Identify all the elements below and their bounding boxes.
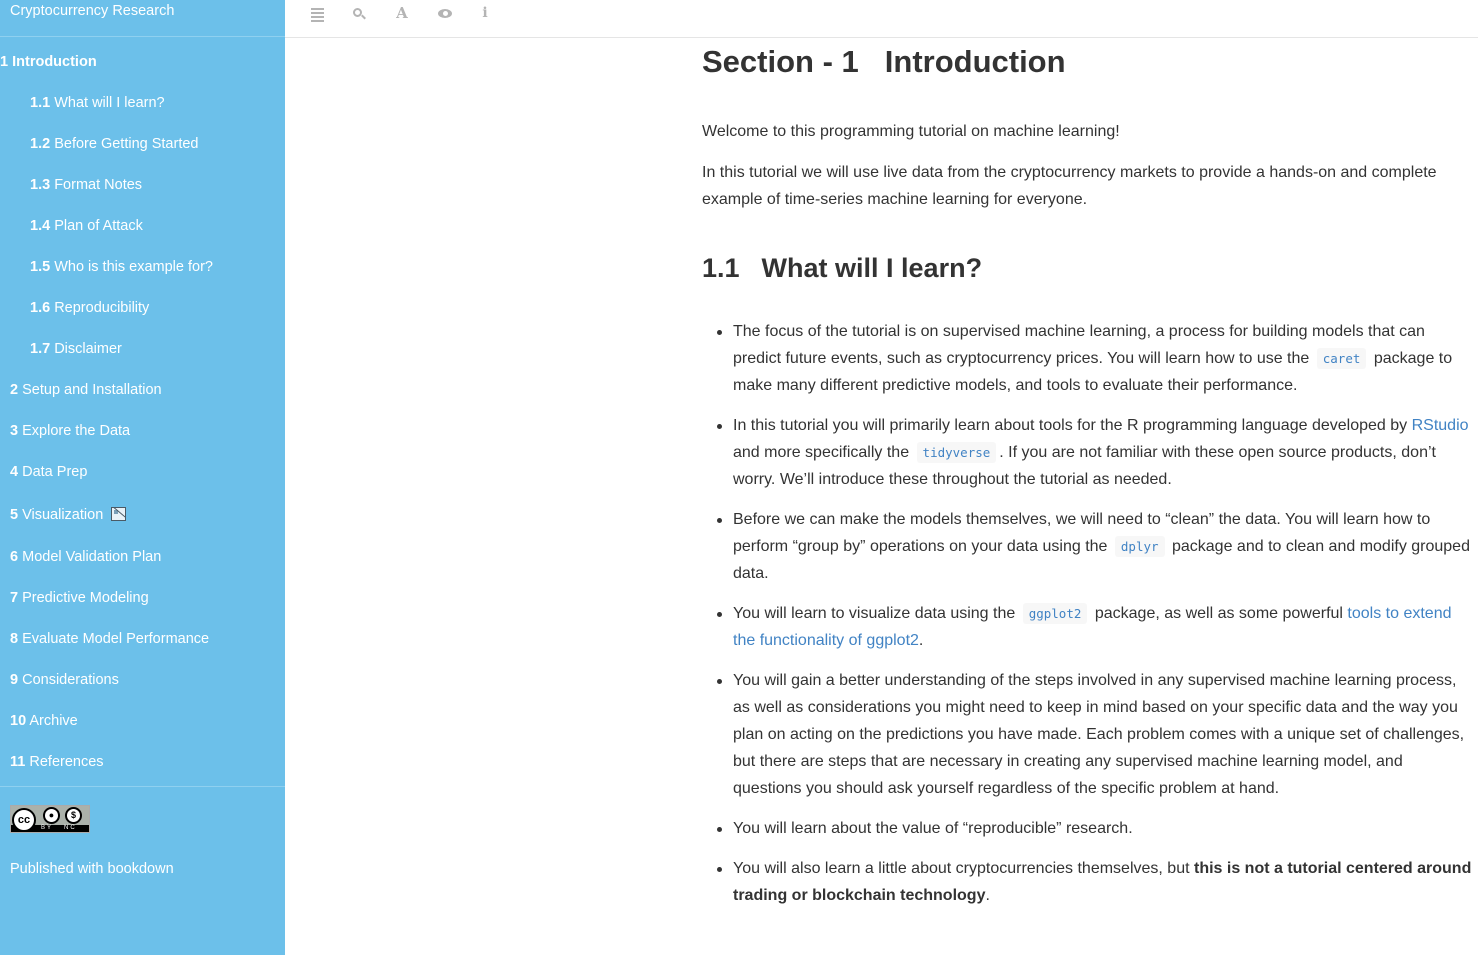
- toc-item-number: 2: [10, 382, 19, 398]
- toc-item-number: 1.4: [30, 218, 51, 234]
- toc-item-label: Introduction: [12, 54, 97, 70]
- toc-item-number: 4: [10, 464, 19, 480]
- toc-item-number: 1.2: [30, 136, 51, 152]
- toc-item-number: 1.5: [30, 259, 51, 275]
- toc-item-considerations[interactable]: [10, 671, 119, 689]
- toc-item-label: Format Notes: [54, 177, 143, 193]
- toc-item-number: 1.6: [30, 300, 51, 316]
- list-item: You will also learn a little about cryptocurrencies themselves, but this is not a tutorial centered around trading or blockchain technology.: [702, 855, 1474, 909]
- ggplot2-extensions-link[interactable]: tools to extend the functionality of ggplot2: [733, 605, 1452, 649]
- toc-item-number: 1.1: [30, 95, 51, 111]
- toc-item-label: What will I learn?: [54, 95, 165, 111]
- sidebar-divider: [0, 36, 285, 37]
- toc-item-evaluate-model-performance[interactable]: [10, 630, 209, 648]
- book-title[interactable]: Cryptocurrency Research: [10, 3, 175, 19]
- learning-goals-list: [702, 318, 1474, 922]
- intro-paragraph: Welcome to this programming tutorial on machine learning!: [702, 123, 1120, 140]
- info-icon[interactable]: i: [482, 5, 488, 21]
- toc-item-label: Model Validation Plan: [22, 549, 162, 565]
- code-tidyverse: tidyverse: [917, 442, 997, 463]
- no-dollar-icon: $: [65, 807, 82, 824]
- font-icon[interactable]: A: [396, 4, 408, 22]
- list-item: You will learn to visualize data using the ggplot2 package, as well as some powerful tools to extend the functionality of ggplot2.: [702, 600, 1474, 654]
- toc-item-number: 10: [10, 713, 27, 729]
- creative-commons-license-badge[interactable]: [10, 805, 90, 833]
- code-dplyr: dplyr: [1115, 536, 1165, 557]
- toc-item-label: Who is this example for?: [54, 259, 213, 275]
- list-item: You will learn about the value of “reproducible” research.: [702, 815, 1474, 842]
- toc-item-label: Considerations: [22, 672, 119, 688]
- toc-item-plan-of-attack[interactable]: [30, 217, 143, 235]
- toc-item-who-is-this-for[interactable]: [30, 258, 213, 276]
- toc-item-label: References: [29, 754, 104, 770]
- list-item: In this tutorial you will primarily learn about tools for the R programming language developed by RStudio and more specifically the tidyverse . If you are not familiar with these open source products, don’t worry. We’ll introduce these throughout the tutorial as needed.: [702, 412, 1474, 493]
- sidebar: [0, 0, 285, 955]
- subsection-number: 1.1: [702, 253, 740, 283]
- toc-item-label: Before Getting Started: [54, 136, 199, 152]
- toc-item-setup-and-installation[interactable]: [10, 381, 162, 399]
- emphasis-text: this is not a tutorial centered around trading or blockchain technology: [733, 860, 1472, 904]
- broken-image-icon: [111, 507, 126, 521]
- book-toolbar: [285, 0, 1478, 38]
- toc-item-what-will-i-learn[interactable]: [30, 94, 165, 112]
- toc-item-number: 1.7: [30, 341, 51, 357]
- toc-item-number: 1.3: [30, 177, 51, 193]
- license-terms: BY NC: [41, 825, 77, 831]
- toc-item-number: 5: [10, 507, 19, 523]
- toc-item-introduction[interactable]: [0, 53, 97, 71]
- hamburger-icon[interactable]: [307, 4, 327, 24]
- code-ggplot2: ggplot2: [1023, 603, 1088, 624]
- toc-item-number: 8: [10, 631, 19, 647]
- toc-item-label: Evaluate Model Performance: [22, 631, 210, 647]
- toc-item-number: 1: [0, 54, 9, 70]
- subsection-title: What will I learn?: [761, 253, 983, 283]
- toc-item-label: Disclaimer: [54, 341, 122, 357]
- toc-item-label: Data Prep: [22, 464, 88, 480]
- section-number: Section - 1: [702, 44, 859, 79]
- toc-item-format-notes[interactable]: [30, 176, 142, 194]
- search-icon[interactable]: [349, 4, 369, 24]
- toc-item-label: Reproducibility: [54, 300, 150, 316]
- person-icon: ●: [43, 807, 60, 824]
- list-item: You will gain a better understanding of the steps involved in any supervised machine learning process, as well as considerations you might need to keep in mind based on your specific data and the way you plan on acting on the predictions you have made. Each problem comes with a unique set of challenges, but there are steps that are necessary in creating any supervised machine learning model, and questions you should ask yourself regardless of the specific problem at hand.: [702, 667, 1474, 802]
- toc-item-label: Explore the Data: [22, 423, 131, 439]
- toc-item-data-prep[interactable]: [10, 463, 87, 481]
- toc-item-label: Plan of Attack: [54, 218, 143, 234]
- toc-item-number: 6: [10, 549, 19, 565]
- intro-paragraph: In this tutorial we will use live data from the cryptocurrency markets to provide a hands-on and complete example of time-series machine learning for everyone.: [702, 164, 1437, 208]
- toc-item-number: 9: [10, 672, 19, 688]
- toc-item-model-validation-plan[interactable]: [10, 548, 161, 566]
- toc-item-disclaimer[interactable]: [30, 340, 122, 358]
- toc-item-number: 3: [10, 423, 19, 439]
- sidebar-divider: [0, 786, 285, 787]
- code-caret: caret: [1317, 348, 1367, 369]
- rstudio-link[interactable]: RStudio: [1411, 417, 1469, 434]
- cc-logo-icon: cc: [12, 808, 36, 832]
- toc-item-label: Archive: [29, 713, 78, 729]
- section-title: Introduction: [884, 44, 1066, 79]
- toc-item-predictive-modeling[interactable]: [10, 589, 149, 607]
- toc-item-number: 11: [10, 754, 26, 770]
- toc-item-references[interactable]: [10, 753, 104, 771]
- toc-item-visualization[interactable]: [10, 506, 126, 524]
- toc-item-label: Setup and Installation: [22, 382, 162, 398]
- eye-icon[interactable]: [435, 4, 455, 24]
- toc-item-label: Visualization: [22, 507, 104, 523]
- list-item: Before we can make the models themselves, we will need to “clean” the data. You will learn how to perform “group by” operations on your data using the dplyr package and to clean and modify grouped data.: [702, 506, 1474, 587]
- toc-item-explore-the-data[interactable]: [10, 422, 130, 440]
- subsection-heading: [702, 253, 982, 284]
- toc-item-label: Predictive Modeling: [22, 590, 149, 606]
- published-with-bookdown-link[interactable]: Published with bookdown: [10, 861, 174, 877]
- list-item: The focus of the tutorial is on supervised machine learning, a process for building models that can predict future events, such as cryptocurrency prices. You will learn how to use the caret package to make many different predictive models, and tools to evaluate their performance.: [702, 318, 1474, 399]
- toc-item-before-getting-started[interactable]: [30, 135, 198, 153]
- toc-item-reproducibility[interactable]: [30, 299, 149, 317]
- section-heading: [702, 44, 1066, 80]
- toc-item-archive[interactable]: [10, 712, 78, 730]
- toc-item-number: 7: [10, 590, 19, 606]
